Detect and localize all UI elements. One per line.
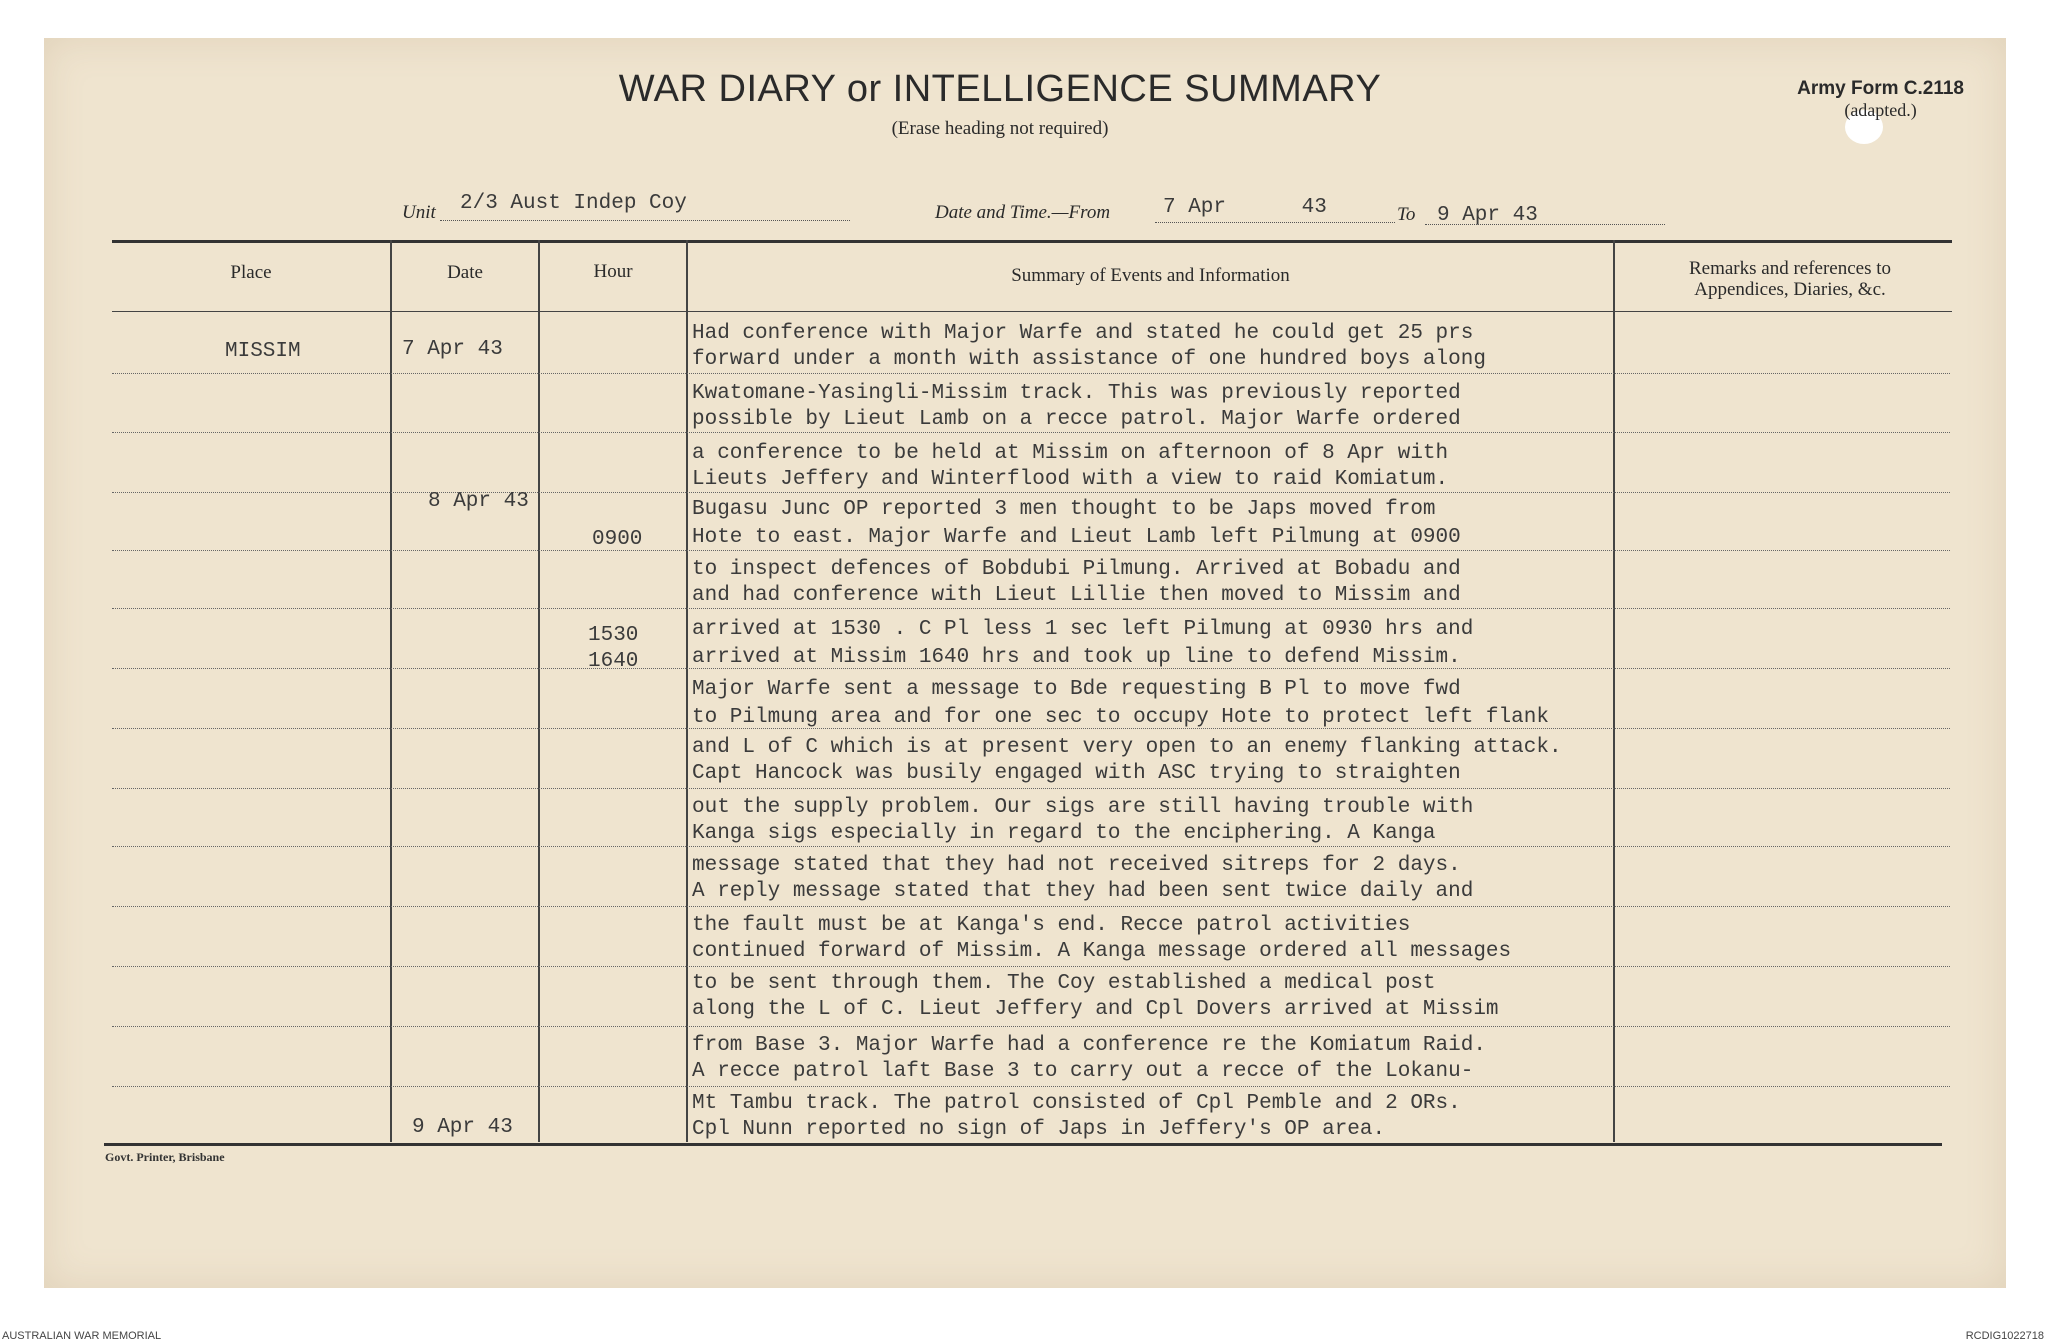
unit-label: Unit (402, 202, 436, 223)
table-bottom-rule (104, 1143, 1942, 1146)
summary-line: Kanga sigs especially in regard to the enciphering. A Kanga (692, 822, 1436, 845)
column-header-remarks: Remarks and references to Appendices, Diaries, &c. (1688, 258, 1892, 300)
archive-id: RCDIG1022718 (1965, 1330, 2044, 1342)
summary-line: Kwatomane-Yasingli-Missim track. This was previously reported (692, 382, 1461, 405)
summary-line: possible by Lieut Lamb on a recce patrol. Major Warfe ordered (692, 408, 1461, 431)
summary-line: the fault must be at Kanga's end. Recce patrol activities (692, 914, 1411, 937)
column-divider (686, 240, 688, 1142)
date-to-value: 9 Apr 43 (1437, 204, 1538, 227)
date-entry: 7 Apr 43 (402, 338, 503, 361)
table-top-rule (112, 240, 1952, 243)
row-line (112, 1026, 1950, 1027)
page-subtitle: (Erase heading not required) (891, 118, 1109, 139)
summary-line: A recce patrol laft Base 3 to carry out a recce of the Lokanu- (692, 1060, 1474, 1083)
form-number (1797, 78, 1964, 121)
date-from-label: Date and Time.—From (935, 202, 1111, 223)
summary-line: Major Warfe sent a message to Bde requesting B Pl to move fwd (692, 678, 1461, 701)
summary-line: to be sent through them. The Coy established a medical post (692, 972, 1436, 995)
summary-line: A reply message stated that they had been sent twice daily and (692, 880, 1474, 903)
row-line (112, 432, 1950, 433)
row-line (112, 550, 1950, 551)
date-to-fill-line (1425, 224, 1665, 225)
summary-line: a conference to be held at Missim on afternoon of 8 Apr with (692, 442, 1449, 465)
hour-entry: 0900 (592, 528, 643, 551)
row-line (112, 906, 1950, 907)
date-from-value: 7 Apr 43 (1163, 196, 1327, 219)
printer-imprint: Govt. Printer, Brisbane (105, 1150, 225, 1164)
column-header-place: Place (230, 262, 272, 283)
summary-line: Had conference with Major Warfe and stated he could get 25 prs (692, 322, 1474, 345)
place-entry: MISSIM (225, 340, 301, 363)
summary-line: Mt Tambu track. The patrol consisted of Cpl Pemble and 2 ORs. (692, 1092, 1461, 1115)
summary-line: Cpl Nunn reported no sign of Japs in Jeffery's OP area. (692, 1118, 1386, 1141)
date-entry: 9 Apr 43 (412, 1116, 513, 1139)
form-note: (adapted.) (1844, 100, 1917, 120)
summary-line: arrived at Missim 1640 hrs and took up line to defend Missim. (692, 646, 1461, 669)
column-divider (1613, 240, 1615, 1142)
column-header-date: Date (447, 262, 483, 283)
hour-entry: 1530 (588, 624, 639, 647)
summary-line: message stated that they had not received sitreps for 2 days. (692, 854, 1461, 877)
column-header-summary: Summary of Events and Information (1011, 265, 1290, 286)
summary-line: continued forward of Missim. A Kanga message ordered all messages (692, 940, 1512, 963)
column-divider (390, 240, 392, 1142)
summary-line: Lieuts Jeffery and Winterflood with a view to raid Komiatum. (692, 468, 1449, 491)
page-title: WAR DIARY or INTELLIGENCE SUMMARY (618, 68, 1382, 110)
header-rule (112, 311, 1952, 312)
hour-entry: 1640 (588, 650, 639, 673)
row-line (112, 846, 1950, 847)
date-from-fill-line (1155, 222, 1395, 223)
summary-line: Bugasu Junc OP reported 3 men thought to be Japs moved from (692, 498, 1436, 521)
summary-line: out the supply problem. Our sigs are still having trouble with (692, 796, 1474, 819)
row-line (112, 966, 1950, 967)
date-to-label: To (1397, 204, 1416, 225)
row-line (112, 788, 1950, 789)
date-entry: 8 Apr 43 (428, 490, 529, 513)
summary-line: arrived at 1530 . C Pl less 1 sec left Pilmung at 0930 hrs and (692, 618, 1474, 641)
row-line (112, 608, 1950, 609)
column-header-hour: Hour (593, 261, 633, 282)
summary-line: along the L of C. Lieut Jeffery and Cpl Dovers arrived at Missim (692, 998, 1499, 1021)
summary-line: forward under a month with assistance of one hundred boys along (692, 348, 1486, 371)
summary-line: from Base 3. Major Warfe had a conference re the Komiatum Raid. (692, 1034, 1486, 1057)
summary-line: and L of C which is at present very open to an enemy flanking attack. (692, 736, 1562, 759)
unit-value: 2/3 Aust Indep Coy (460, 192, 687, 215)
unit-fill-line (440, 220, 850, 221)
summary-line: and had conference with Lieut Lillie then moved to Missim and (692, 584, 1461, 607)
summary-line: to Pilmung area and for one sec to occupy Hote to protect left flank (692, 706, 1549, 729)
row-line (112, 373, 1950, 374)
row-line (112, 1086, 1950, 1087)
column-divider (538, 240, 540, 1142)
summary-line: Hote to east. Major Warfe and Lieut Lamb left Pilmung at 0900 (692, 526, 1461, 549)
summary-line: to inspect defences of Bobdubi Pilmung. Arrived at Bobadu and (692, 558, 1461, 581)
row-line (112, 492, 1950, 493)
summary-line: Capt Hancock was busily engaged with ASC trying to straighten (692, 762, 1461, 785)
form-number-label: Army Form C.2118 (1797, 78, 1964, 99)
archive-credit: AUSTRALIAN WAR MEMORIAL (2, 1330, 162, 1342)
